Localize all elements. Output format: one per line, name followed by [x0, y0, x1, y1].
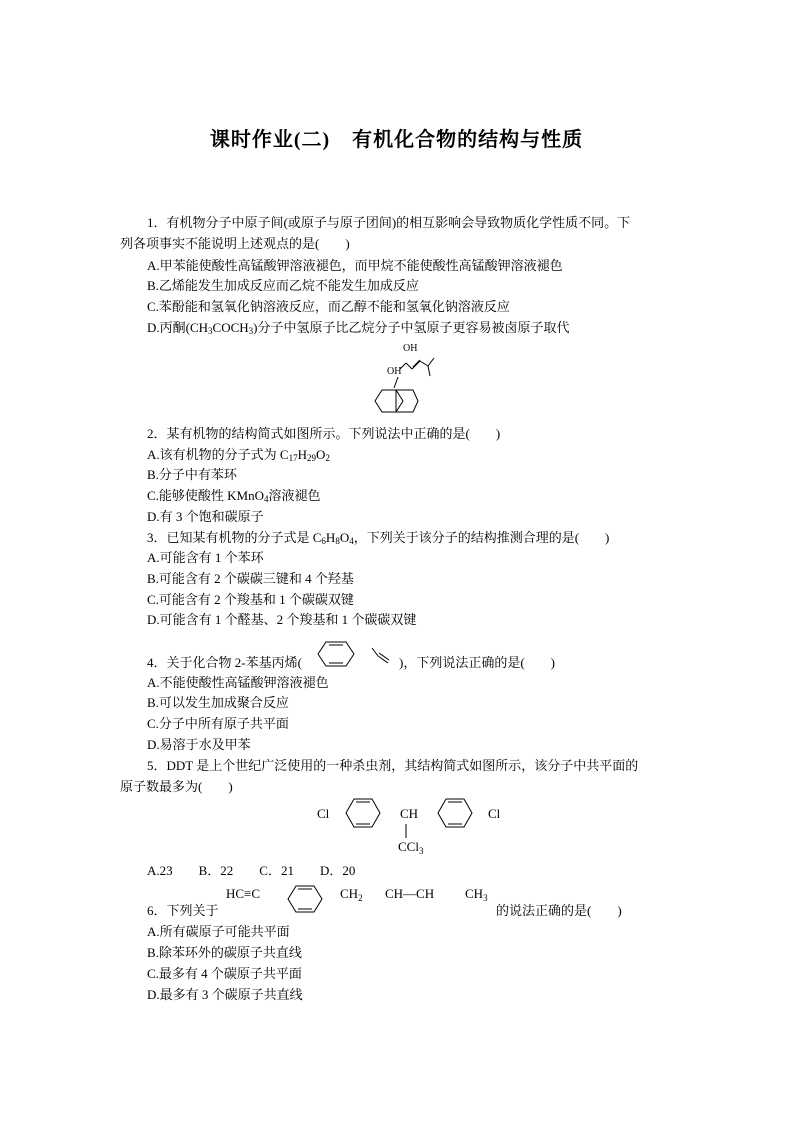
q1-stem-line2: 列各项事实不能说明上述观点的是( ) — [120, 236, 350, 251]
q6-option-a: A.所有碳原子可能共平面 — [147, 924, 290, 939]
q2-option-a: A.该有机物的分子式为 $C_{17}H_{29}O_2$ — [147, 447, 330, 463]
title-part2: 有机化合物的结构与性质 — [352, 129, 584, 151]
q1-option-d: D.丙酮$(CH_3COCH_3)$分子中氢原子比乙烷分子中氢原子更容易被卤原子取代 — [147, 320, 570, 336]
q6-option-c: C.最多有 4 个碳原子共平面 — [147, 966, 302, 981]
q6-ch3: $CH_3$ — [465, 886, 488, 903]
q5-ddt-structure — [310, 796, 510, 858]
q5-stem-line2: 原子数最多为( ) — [120, 779, 233, 794]
q6-option-d: D.最多有 3 个碳原子共直线 — [147, 987, 303, 1002]
q2-structure-diagram — [368, 340, 458, 420]
q5-stem-line1: 5．DDT 是上个世纪广泛使用的一种杀虫剂，其结构简式如图所示，该分子中共平面的 — [147, 758, 639, 773]
q3-option-b: B.可能含有 2 个碳碳三键和 4 个羟基 — [147, 571, 354, 586]
q2-oh-top: OH — [403, 343, 418, 354]
q4-2-phenylpropene-structure — [316, 636, 398, 672]
q5-cl-right: Cl — [488, 806, 501, 821]
q6-stem-post: 的说法正确的是( ) — [496, 903, 622, 918]
q5-options: A.23 B．22 C．21 D．20 — [147, 863, 356, 878]
q1-option-b: B.乙烯能发生加成反应而乙烷不能发生加成反应 — [147, 278, 419, 293]
q6-chch: CH—CH — [385, 886, 435, 901]
q2-oh-mid: OH — [387, 366, 402, 377]
q4-stem-pre: 4．关于化合物 2-苯基丙烯( — [147, 655, 302, 670]
q5-cl-left: Cl — [317, 806, 330, 821]
q4-option-b: B.可以发生加成聚合反应 — [147, 695, 289, 710]
q2-option-b: B.分子中有苯环 — [147, 467, 237, 482]
q2-option-d: D.有 3 个饱和碳原子 — [147, 509, 264, 524]
q5-ch: CH — [400, 806, 419, 821]
q3-option-c: C.可能含有 2 个羧基和 1 个碳碳双键 — [147, 592, 354, 607]
page-title — [0, 123, 793, 152]
q4-stem-post: )，下列说法正确的是( ) — [399, 655, 555, 670]
q3-option-d: D.可能含有 1 个醛基、2 个羧基和 1 个碳碳双键 — [147, 612, 417, 627]
q4-option-d: D.易溶于水及甲苯 — [147, 737, 251, 752]
q4-option-c: C.分子中所有原子共平面 — [147, 716, 289, 731]
q6-option-b: B.除苯环外的碳原子共直线 — [147, 945, 302, 960]
q6-ch2: $CH_2$ — [340, 886, 363, 903]
q6-structure — [224, 882, 496, 916]
q6-stem-pre: 6．下列关于 — [147, 903, 219, 918]
q5-ccl: CCl$_3$ — [398, 839, 424, 856]
q1-option-a: A.甲苯能使酸性高锰酸钾溶液褪色，而甲烷不能使酸性高锰酸钾溶液褪色 — [147, 258, 563, 273]
q2-stem: 2．某有机物的结构简式如图所示。下列说法中正确的是( ) — [147, 426, 501, 441]
q1-option-c: C.苯酚能和氢氧化钠溶液反应，而乙醇不能和氢氧化钠溶液反应 — [147, 299, 510, 314]
q4-option-a: A.不能使酸性高锰酸钾溶液褪色 — [147, 675, 329, 690]
q1-stem-line1: 1．有机物分子中原子间(或原子与原子团间)的相互影响会导致物质化学性质不同。下 — [147, 215, 631, 230]
q2-option-c: C.能够使酸性 KMnO$_4$溶液褪色 — [147, 488, 321, 504]
q3-stem: 3．已知某有机物的分子式是 $C_6H_8O_4$，下列关于该分子的结构推测合理的是( ) — [147, 530, 610, 546]
title-part1: 课时作业(二) — [209, 129, 331, 151]
q6-hcc: HC≡C — [226, 886, 261, 901]
q3-option-a: A.可能含有 1 个苯环 — [147, 550, 264, 565]
